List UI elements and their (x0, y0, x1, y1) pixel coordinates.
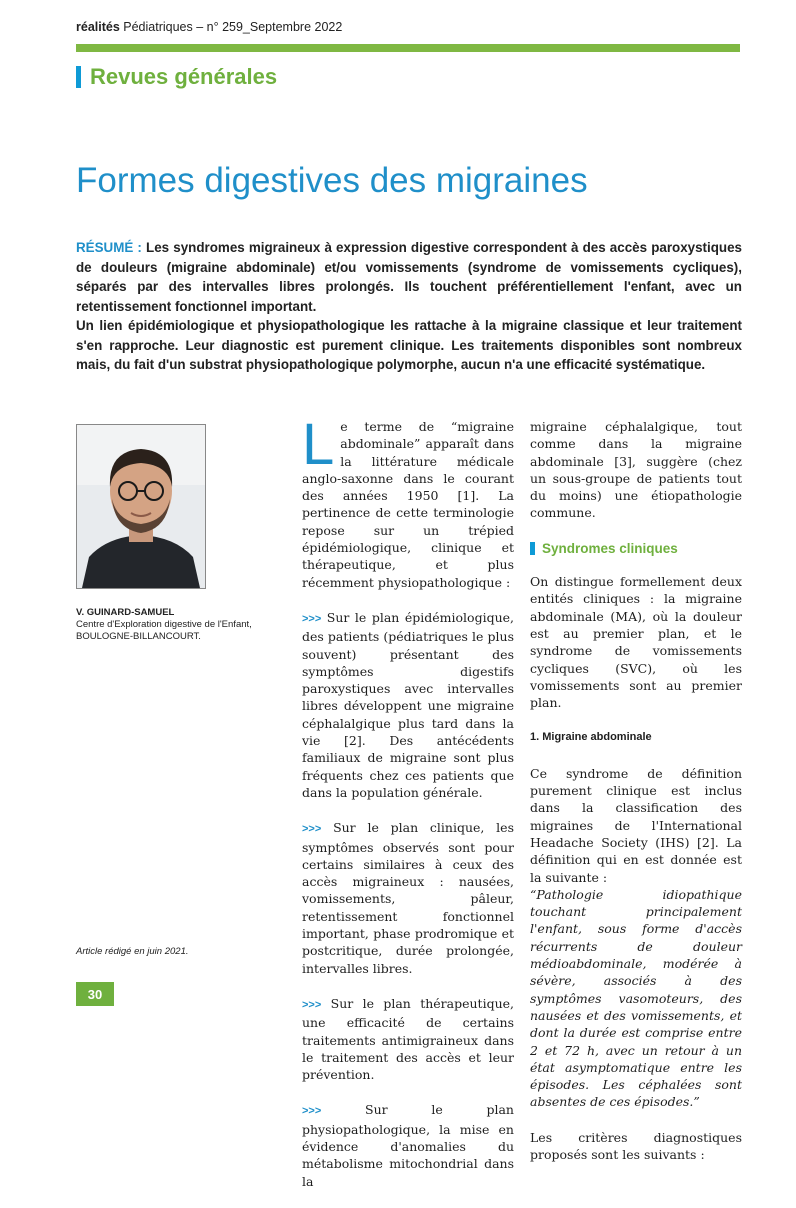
section-label: Revues générales (90, 64, 278, 89)
journal-name: réalités (76, 20, 120, 34)
bullet-text: Sur le plan thérapeutique, une efficacité de certains traitements antimigraineux dans le traitement des accès et leur prévention. (302, 995, 514, 1083)
definition-quote: “Pathologie idiopathique touchant principalement l'enfant, sous forme d'accès récurrents de douleur médioabdominale, modérée à sévère, associés à des symptômes vasomoteurs, des nausées et des vomissements, et dont la durée est comprise entre 2 et 72 h, avec un retour à un état asymptomatique entre les épisodes. Les céphalées sont absentes de ces épisodes.” (530, 886, 742, 1110)
running-header (76, 20, 342, 34)
abstract-label: RÉSUMÉ : (76, 240, 142, 255)
bullet-paragraph (302, 609, 514, 801)
sub-subsection-title: 1. Migraine abdominale (530, 731, 652, 744)
arrow-icon: >>> (302, 612, 322, 625)
abstract (76, 238, 742, 375)
author-city: BOULOGNE-BILLANCOURT. (76, 631, 201, 642)
subsection-bar (530, 542, 535, 555)
drop-cap: L (302, 412, 335, 477)
bullet-paragraph (302, 995, 514, 1083)
bullet-paragraph (302, 1101, 514, 1189)
bullet-text: Sur le plan physiopathologique, la mise en évidence d'anomalies du métabolisme mitochondrial dans la (302, 1102, 514, 1189)
section-bar (76, 66, 81, 88)
issue-info: Pédiatriques – n° 259_Septembre 2022 (119, 20, 343, 34)
author-photo (76, 424, 206, 589)
arrow-icon: >>> (302, 998, 322, 1011)
abstract-p1: Les syndromes migraineux à expression digestive correspondent à des accès paroxystiques de douleurs (migraine abdominale) et/ou vomissements (syndrome de vomissements cycliques), séparés par des intervalles libres prolongés. Ils touchent préférentiellement l'enfant, avec un retentissement fonctionnel important. (76, 240, 742, 314)
arrow-icon: >>> (302, 1105, 322, 1118)
intro-paragraph (302, 412, 514, 591)
body-paragraph: Les critères diagnostiques proposés sont les suivants : (530, 1129, 742, 1162)
page-number: 30 (76, 982, 114, 1006)
article-title: Formes digestives des migraines (76, 161, 588, 201)
abstract-p2: Un lien épidémiologique et physiopathologique les rattache à la migraine classique et leur traitement s'en rapproche. Leur diagnostic est purement clinique. Les traitements disponibles sont nombreux mais, du fait d'un substrat physiopathologique polymorphe, aucun n'a une efficacité systématique. (76, 318, 742, 372)
bullet-text: Sur le plan clinique, les symptômes observés sont pour certains similaires à ceux des accès migraineux : nausées, vomissements, pâleur, retentissement fonctionnel important, phase prodromique et postcritique, durée prolongée, intervalles libres. (302, 820, 514, 976)
body-column-1 (302, 412, 514, 1208)
author-block (76, 607, 252, 643)
author-name: V. GUINARD-SAMUEL (76, 607, 175, 618)
bullet-paragraph (302, 819, 514, 977)
subsection-heading (530, 540, 742, 557)
author-affiliation: Centre d'Exploration digestive de l'Enfant, (76, 619, 252, 630)
bullet-text: Sur le plan épidémiologique, des patients (pédiatriques le plus souvent) présentant des symptômes digestifs paroxystiques avec intervalles libres développent une migraine céphalalgique plus tard dans la vie [2]. Des antécédents familiaux de migraine sont plus fréquents chez ces patients que dans la population générale. (302, 609, 514, 800)
body-column-2 (530, 418, 742, 1181)
arrow-icon: >>> (302, 823, 322, 836)
subsection-title: Syndromes cliniques (542, 540, 678, 556)
continued-paragraph: migraine céphalalgique, tout comme dans la migraine abdominale [3], suggère (chez un sous-groupe de patients tout du moins) une étiopathologie commune. (530, 419, 742, 521)
intro-text: e terme de “migraine abdominale” apparaît dans la littérature médicale anglo-saxonne dans le courant des années 1950 [1]. La pertinence de cette terminologie repose sur un trépied épidémiologique, clinique et thérapeutique, et plus récemment physiopathologique : (302, 419, 514, 590)
section-heading (76, 64, 277, 90)
body-paragraph: Ce syndrome de définition purement clinique est inclus dans la classification des migraines de l'International Headache Society (IHS) [2]. La définition qui en est donnée est la suivante : (530, 765, 742, 885)
body-paragraph: On distingue formellement deux entités cliniques : la migraine abdominale (MA), où la douleur est au premier plan, et le syndrome de vomissements cycliques (SVC), où les vomissements sont au premier plan. (530, 574, 742, 711)
article-date-note: Article rédigé en juin 2021. (76, 946, 189, 957)
author-portrait (77, 425, 205, 588)
header-rule (76, 44, 740, 52)
